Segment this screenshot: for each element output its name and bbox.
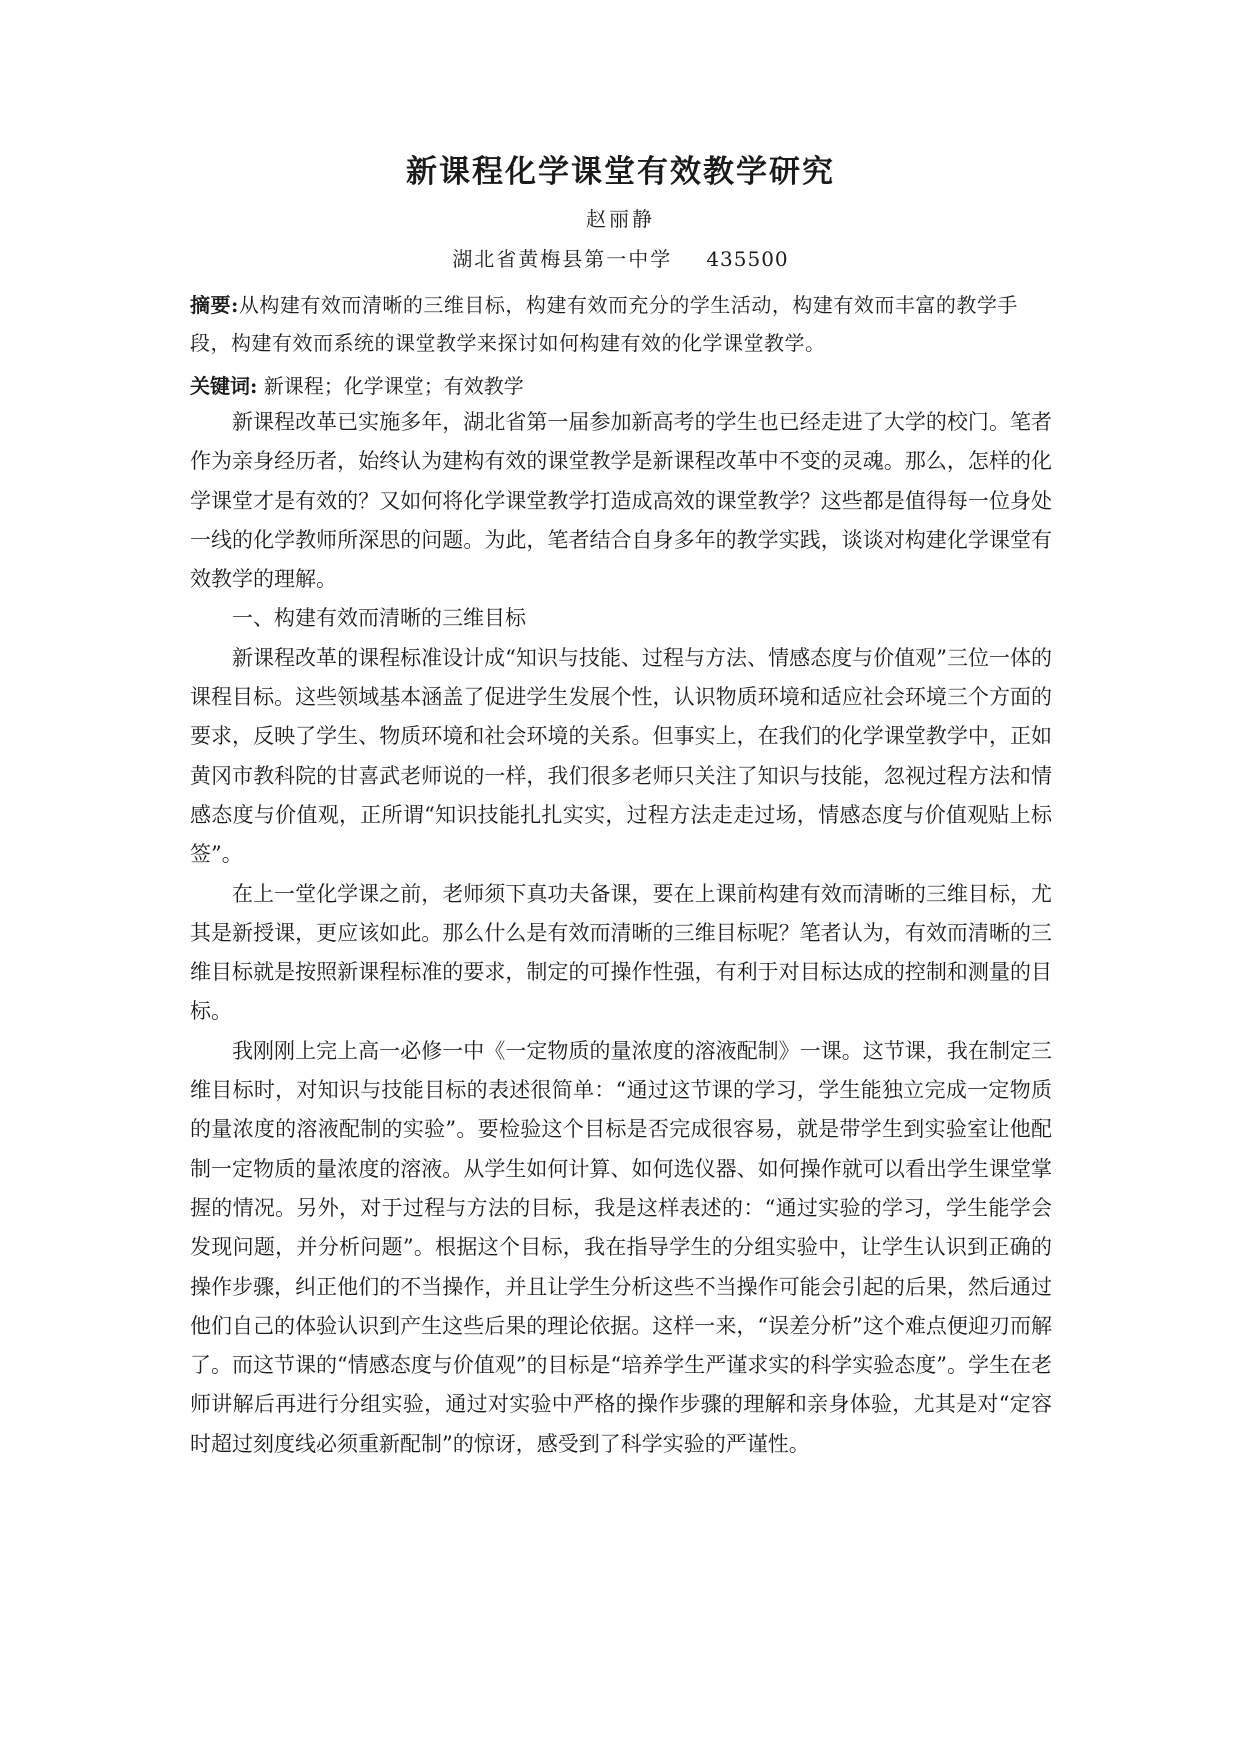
affiliation: [0, 244, 1241, 274]
abstract: [190, 286, 1052, 362]
keywords-label: 关键词:: [190, 374, 258, 398]
section-heading: 一、构建有效而清晰的三维目标: [232, 606, 526, 631]
affiliation-zip: 435500: [706, 247, 789, 271]
abstract-label: 摘要:: [190, 293, 239, 317]
keywords-text: 新课程；化学课堂；有效教学: [263, 374, 524, 398]
abstract-text: 从构建有效而清晰的三维目标，构建有效而充分的学生活动，构建有效而丰富的教学手段，构建有效而系统的课堂教学来探讨如何构建有效的化学课堂教学。: [190, 293, 1018, 355]
body-text: [190, 403, 1052, 1464]
keywords: [190, 367, 1052, 405]
paper-title: 新课程化学课堂有效教学研究: [406, 154, 835, 190]
paragraph: 在上一堂化学课之前，老师须下真功夫备课，要在上课前构建有效而清晰的三维目标，尤其是新授课，更应该如此。那么什么是有效而清晰的三维目标呢？笔者认为，有效而清晰的三维目标就是按照新课程标准的要求，制定的可操作性强，有利于对目标达成的控制和测量的目标。: [190, 881, 1052, 1024]
paragraph: 新课程改革的课程标准设计成“知识与技能、过程与方法、情感态度与价值观”三位一体的课程目标。这些领域基本涵盖了促进学生发展个性，认识物质环境和适应社会环境三个方面的要求，反映了学生、物质环境和社会环境的关系。但事实上，在我们的化学课堂教学中，正如黄冈市教科院的甘喜武老师说的一样，我们很多老师只关注了知识与技能，忽视过程方法和情感态度与价值观，正所谓“知识技能扎扎实实，过程方法走走过场，情感态度与价值观贴上标签”。: [190, 645, 1052, 867]
paragraph-intro: 新课程改革已实施多年，湖北省第一届参加新高考的学生也已经走进了大学的校门。笔者作为亲身经历者，始终认为建构有效的课堂教学是新课程改革中不变的灵魂。那么，怎样的化学课堂才是有效的？又如何将化学课堂教学打造成高效的课堂教学？这些都是值得每一位身处一线的化学教师所深思的问题。为此，笔者结合自身多年的教学实践，谈谈对构建化学课堂有效教学的理解。: [190, 410, 1052, 592]
paragraph: 我刚刚上完上高一必修一中《一定物质的量浓度的溶液配制》一课。这节课，我在制定三维目标时，对知识与技能目标的表述很简单：“通过这节课的学习，学生能独立完成一定物质的量浓度的溶液配制的实验”。要检验这个目标是否完成很容易，就是带学生到实验室让他配制一定物质的量浓度的溶液。从学生如何计算、如何选仪器、如何操作就可以看出学生课堂掌握的情况。另外，对于过程与方法的目标，我是这样表述的：“通过实验的学习，学生能学会发现问题，并分析问题”。根据这个目标，我在指导学生的分组实验中，让学生认识到正确的操作步骤，纠正他们的不当操作，并且让学生分析这些不当操作可能会引起的后果，然后通过他们自己的体验认识到产生这些后果的理论依据。这样一来，“误差分析”这个难点便迎刃而解了。而这节课的“情感态度与价值观”的目标是“培养学生严谨求实的科学实验态度”。学生在老师讲解后再进行分组实验，通过对实验中严格的操作步骤的理解和亲身体验，尤其是对“定容时超过刻度线必须重新配制”的惊讶，感受到了科学实验的严谨性。: [190, 1038, 1052, 1456]
author-name: 赵丽静: [586, 207, 655, 231]
affiliation-org: 湖北省黄梅县第一中学: [452, 247, 673, 271]
